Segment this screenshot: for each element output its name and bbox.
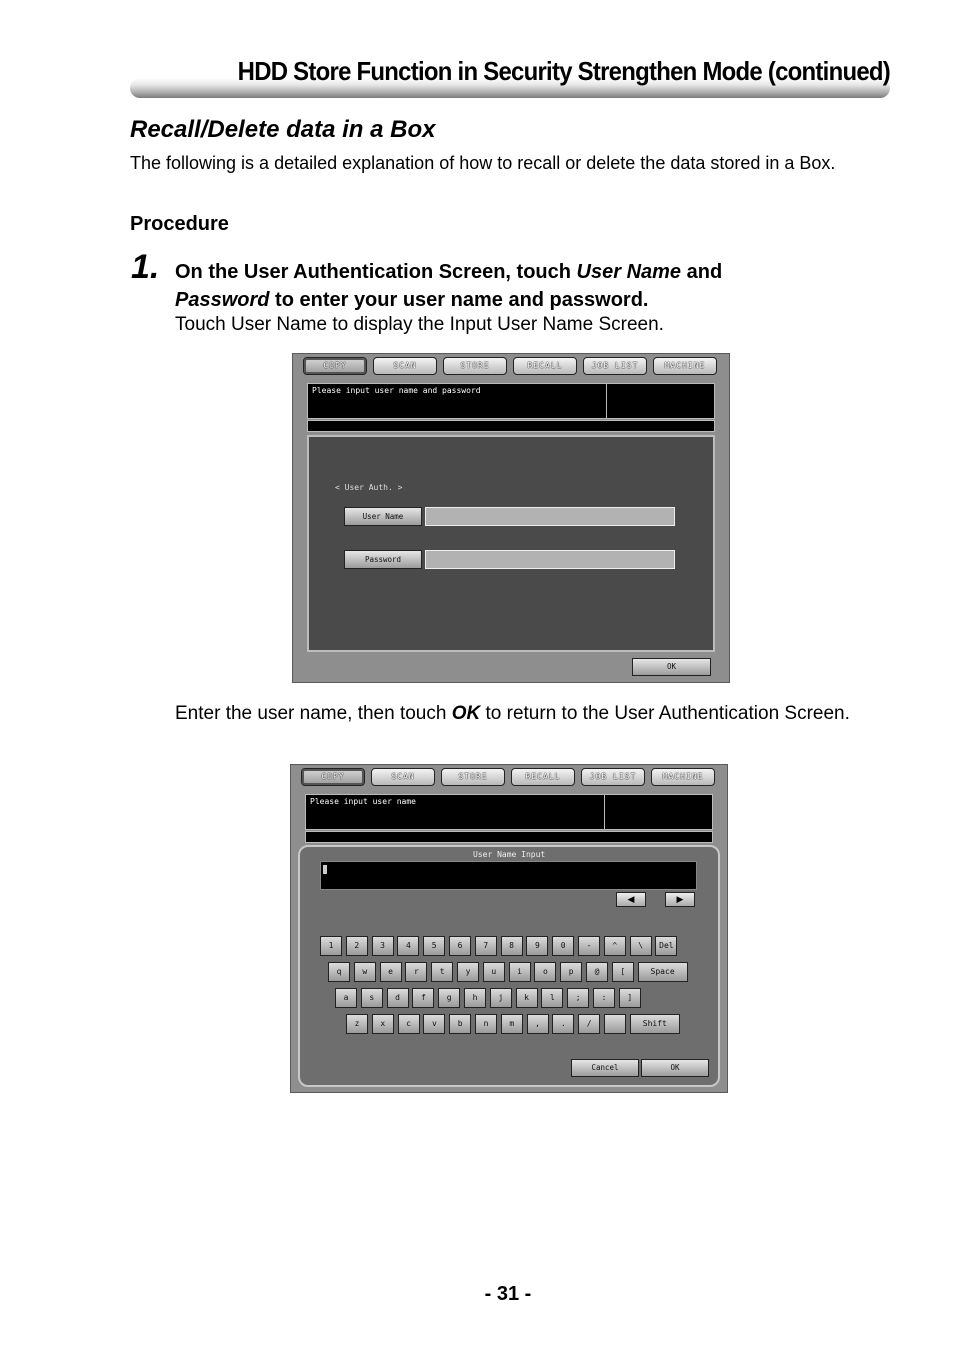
- message-text: Please input user name: [310, 797, 416, 806]
- keyboard-key-space[interactable]: Space: [638, 962, 688, 982]
- tab-machine[interactable]: MACHINE: [653, 357, 717, 375]
- tab-scan[interactable]: SCAN: [373, 357, 437, 375]
- status-strip: [307, 420, 715, 432]
- keyboard-key[interactable]: -: [578, 936, 600, 956]
- keyboard-key-del[interactable]: Del: [655, 936, 677, 956]
- cancel-button-label: Cancel: [591, 1063, 619, 1072]
- ok-button[interactable]: [632, 658, 711, 676]
- tab-copy[interactable]: COPY: [301, 768, 365, 786]
- keyboard-key[interactable]: 9: [526, 936, 548, 956]
- ok-button[interactable]: [641, 1059, 709, 1077]
- keyboard-key[interactable]: z: [346, 1014, 368, 1034]
- step-text-c: and: [681, 261, 723, 283]
- keyboard-key[interactable]: m: [501, 1014, 523, 1034]
- step-subtext: Touch User Name to display the Input User Name Screen.: [175, 314, 664, 335]
- para2-ok: OK: [451, 703, 481, 724]
- message-side-area: [604, 794, 713, 830]
- keyboard-key[interactable]: b: [449, 1014, 471, 1034]
- keyboard-key[interactable]: 4: [397, 936, 419, 956]
- tab-store[interactable]: STORE: [441, 768, 505, 786]
- tab-recall[interactable]: RECALL: [513, 357, 577, 375]
- auth-panel: [307, 435, 715, 652]
- keyboard-key[interactable]: l: [541, 988, 563, 1008]
- keyboard-key[interactable]: j: [490, 988, 512, 1008]
- user-auth-screen: [292, 353, 730, 683]
- tab-recall[interactable]: RECALL: [511, 768, 575, 786]
- mode-tabs: [301, 768, 715, 788]
- keyboard-key[interactable]: y: [457, 962, 479, 982]
- message-side-area: [606, 383, 715, 419]
- keyboard-key[interactable]: n: [475, 1014, 497, 1034]
- step-text-user-name: User Name: [576, 261, 682, 283]
- keyboard-key[interactable]: @: [586, 962, 608, 982]
- tab-copy[interactable]: COPY: [303, 357, 367, 375]
- keyboard-key[interactable]: \: [630, 936, 652, 956]
- message-area: [305, 794, 605, 830]
- user-name-input[interactable]: [320, 861, 697, 890]
- keyboard-key[interactable]: g: [438, 988, 460, 1008]
- keyboard-key[interactable]: o: [534, 962, 556, 982]
- keyboard-key[interactable]: [: [612, 962, 634, 982]
- status-strip: [305, 831, 713, 843]
- cursor-right-button[interactable]: ▶: [665, 892, 695, 907]
- tab-job-list[interactable]: JOB LIST: [581, 768, 645, 786]
- step-text-a: On the User Authentication Screen, touch: [175, 261, 577, 283]
- keyboard-key[interactable]: ,: [527, 1014, 549, 1034]
- cursor-left-button[interactable]: ◀: [616, 892, 646, 907]
- keyboard-key[interactable]: k: [516, 988, 538, 1008]
- keyboard-key[interactable]: a: [335, 988, 357, 1008]
- keyboard-key[interactable]: d: [387, 988, 409, 1008]
- step-instruction: [175, 258, 875, 314]
- keyboard-key[interactable]: ;: [567, 988, 589, 1008]
- password-button-label: Password: [364, 555, 402, 564]
- panel-title: User Name Input: [473, 850, 546, 859]
- keyboard-key[interactable]: q: [328, 962, 350, 982]
- user-name-button[interactable]: [344, 507, 422, 526]
- user-name-field[interactable]: [425, 507, 675, 526]
- keyboard-key[interactable]: v: [423, 1014, 445, 1034]
- keyboard-key[interactable]: 1: [320, 936, 342, 956]
- keyboard-key[interactable]: 6: [449, 936, 471, 956]
- procedure-heading: Procedure: [130, 213, 229, 235]
- keyboard-key[interactable]: e: [380, 962, 402, 982]
- keyboard-key[interactable]: p: [560, 962, 582, 982]
- text-cursor: [323, 865, 327, 874]
- keyboard-key[interactable]: .: [552, 1014, 574, 1034]
- keyboard-key[interactable]: 7: [475, 936, 497, 956]
- step-number: 1.: [131, 248, 160, 286]
- keyboard-key[interactable]: :: [593, 988, 615, 1008]
- step-text-e: to enter your user name and password.: [269, 289, 649, 311]
- cancel-button[interactable]: [571, 1059, 639, 1077]
- tab-job-list[interactable]: JOB LIST: [583, 357, 647, 375]
- keyboard-key[interactable]: ]: [619, 988, 641, 1008]
- keyboard-key[interactable]: 0: [552, 936, 574, 956]
- return-instruction: [175, 703, 895, 724]
- page-number: - 31 -: [484, 1283, 532, 1305]
- keyboard-key[interactable]: 3: [372, 936, 394, 956]
- tab-machine[interactable]: MACHINE: [651, 768, 715, 786]
- section-title: Recall/Delete data in a Box: [130, 116, 436, 143]
- keyboard-key[interactable]: u: [483, 962, 505, 982]
- para2-c: to return to the User Authentication Screen.: [480, 703, 850, 724]
- password-field[interactable]: [425, 550, 675, 569]
- keyboard-key[interactable]: h: [464, 988, 486, 1008]
- tab-scan[interactable]: SCAN: [371, 768, 435, 786]
- keyboard-key[interactable]: t: [431, 962, 453, 982]
- keyboard-key[interactable]: 2: [346, 936, 368, 956]
- ok-button-label: OK: [666, 662, 677, 671]
- keyboard-key[interactable]: /: [578, 1014, 600, 1034]
- intro-paragraph: The following is a detailed explanation of how to recall or delete the data stored in a Box.: [130, 153, 836, 173]
- keyboard-key[interactable]: s: [361, 988, 383, 1008]
- keyboard-key[interactable]: 5: [423, 936, 445, 956]
- keyboard-key[interactable]: ^: [604, 936, 626, 956]
- keyboard-key[interactable]: c: [398, 1014, 420, 1034]
- keyboard-key[interactable]: f: [412, 988, 434, 1008]
- user-name-input-screen: [290, 764, 728, 1093]
- ok-button-label: OK: [670, 1063, 680, 1072]
- message-area: [307, 383, 607, 419]
- step-text-password: Password: [175, 289, 270, 311]
- mode-tabs: [303, 357, 717, 377]
- keyboard-key[interactable]: w: [354, 962, 376, 982]
- para2-a: Enter the user name, then touch: [175, 703, 452, 724]
- tab-store[interactable]: STORE: [443, 357, 507, 375]
- keyboard-key[interactable]: i: [509, 962, 531, 982]
- message-text: Please input user name and password: [312, 386, 481, 395]
- keyboard-key[interactable]: [604, 1014, 626, 1034]
- keyboard-key[interactable]: r: [405, 962, 427, 982]
- keyboard-key[interactable]: 8: [501, 936, 523, 956]
- keyboard-key-shift[interactable]: Shift: [630, 1014, 680, 1034]
- user-auth-label: < User Auth. >: [335, 483, 403, 492]
- password-button[interactable]: [344, 550, 422, 569]
- user-name-button-label: User Name: [362, 512, 404, 521]
- keyboard-key[interactable]: x: [372, 1014, 394, 1034]
- page-header-title: HDD Store Function in Security Strengthen Mode (continued): [237, 56, 890, 86]
- keyboard-panel: [298, 845, 720, 1087]
